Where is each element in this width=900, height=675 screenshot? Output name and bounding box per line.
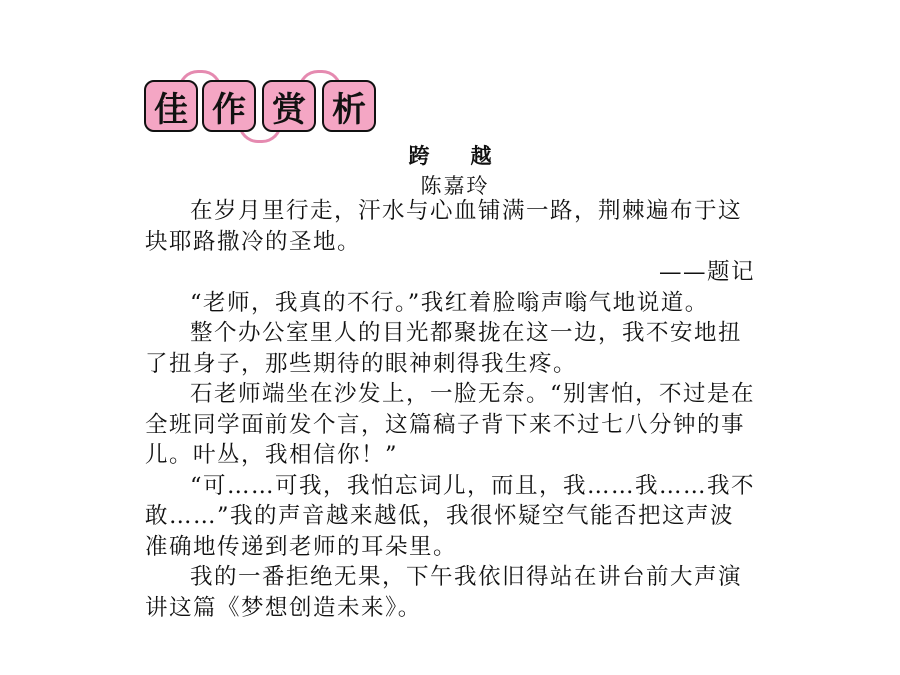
paragraph: 我的一番拒绝无果，下午我依旧得站在讲台前大声演讲这篇《梦想创造未来》。 (145, 564, 743, 621)
paragraph: 整个办公室里人的目光都聚拢在这一边，我不安地扭了扭身子，那些期待的眼神刺得我生疼。 (145, 320, 743, 377)
banner-char: 佳 (144, 80, 198, 132)
article-author: 陈嘉玲 (420, 174, 490, 198)
epigraph-sign: ——题记 (658, 259, 755, 285)
banner-char: 作 (202, 80, 256, 132)
banner-char: 赏 (262, 80, 316, 132)
article-title: 跨 越 (408, 144, 502, 168)
article-body (145, 196, 755, 623)
paragraph: “老师，我真的不行。”我红着脸嗡声嗡气地说道。 (190, 289, 709, 316)
section-banner (140, 70, 390, 134)
epigraph: 在岁月里行走，汗水与心血铺满一路，荆棘遍布于这块耶路撒冷的圣地。 (145, 198, 743, 255)
paragraph: “可……可我，我怕忘词儿，而且，我……我……我不敢……”我的声音越来越低，我很怀疑空气能否把这声波准确地传递到老师的耳朵里。 (145, 472, 756, 560)
paragraph: 石老师端坐在沙发上，一脸无奈。“别害怕，不过是在全班同学面前发个言，这篇稿子背下来不过七八分钟的事儿。叶丛，我相信你！” (145, 381, 756, 468)
banner-char: 析 (322, 80, 376, 132)
